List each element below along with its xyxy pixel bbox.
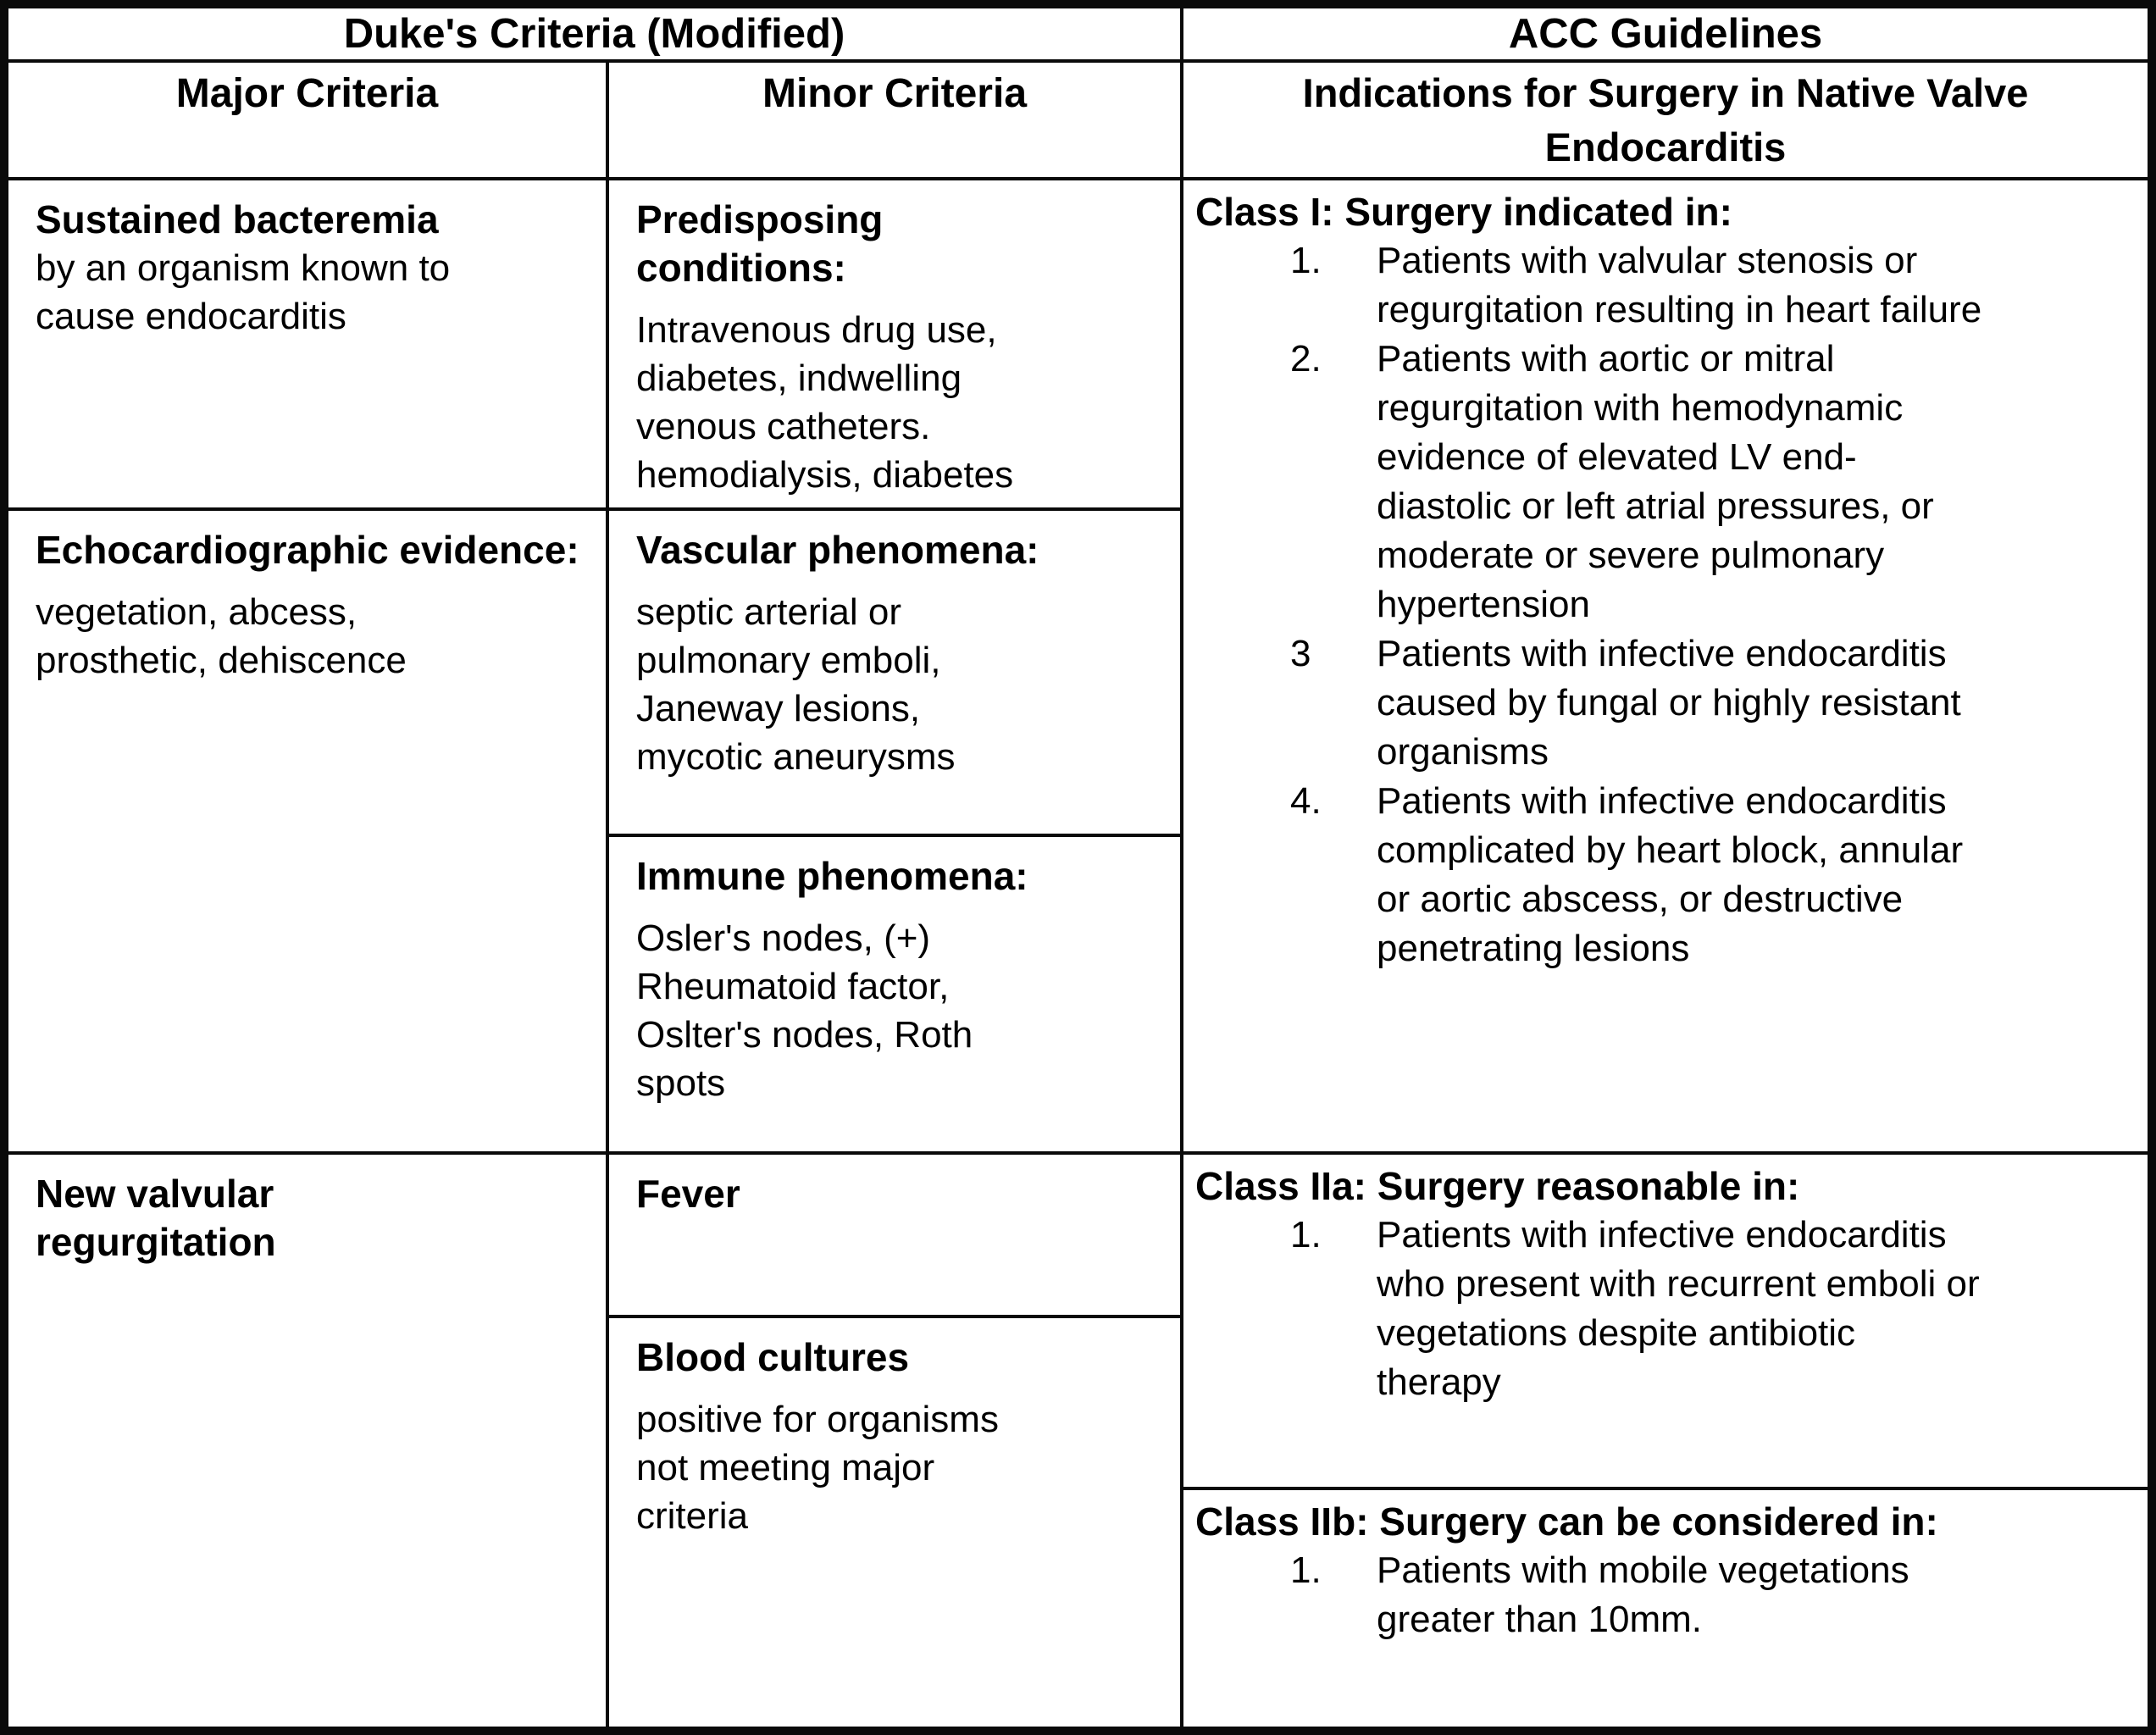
minor-criteria-label: Minor Criteria (762, 71, 1028, 116)
class-1-item-1-text: Patients with valvular stenosis or regurgitation resulting in heart failure (1377, 240, 1982, 330)
acc-subtitle-text: Indications for Surgery in Native Valve Endocarditis (1302, 70, 2029, 169)
cell-fever (607, 1153, 1182, 1316)
header-acc-title (1182, 7, 2149, 61)
cell-immune-phenomena (607, 835, 1182, 1153)
dukes-title-text: Duke's Criteria (Modified) (343, 11, 845, 57)
class-1-item-3-number: 3 (1290, 633, 1311, 674)
class-2b-item-1 (1195, 1546, 2132, 1644)
class-2b-item-1-number: 1. (1290, 1549, 1322, 1591)
class-2a-item-1 (1195, 1211, 2132, 1407)
class-2a-heading: Class IIa: Surgery reasonable in: (1195, 1164, 1800, 1208)
vascular-title: Vascular phenomena: (636, 528, 1039, 572)
acc-title-text: ACC Guidelines (1508, 11, 1823, 57)
class-1-item-2 (1195, 335, 2132, 629)
class-1-item-3-text: Patients with infective endocarditis caused by fungal or highly resistant organisms (1377, 633, 1961, 773)
cell-new-valvular-regurgitation (7, 1153, 607, 1728)
class-2a-item-1-number: 1. (1290, 1214, 1322, 1256)
class-1-item-4-number: 4. (1290, 780, 1322, 822)
class-1-item-3 (1195, 629, 2132, 777)
class-2a-item-1-text: Patients with infective endocarditis who present with recurrent emboli or vegetations despite antibiotic therapy (1377, 1214, 1980, 1403)
cell-class-1-indications (1182, 179, 2149, 1153)
predisposing-title: Predisposing conditions: (636, 197, 884, 290)
cell-class-2a-indications (1182, 1153, 2149, 1488)
sustained-bacteremia-title: Sustained bacteremia (36, 197, 439, 241)
column-header-minor-criteria (607, 61, 1182, 179)
cell-echocardiographic-evidence (7, 509, 607, 1153)
blood-cultures-body: positive for organisms not meeting major criteria (636, 1399, 999, 1537)
class-1-item-4-text: Patients with infective endocarditis complicated by heart block, annular or aortic abscess, or destructive penetrating lesions (1377, 780, 1964, 969)
blood-cultures-title: Blood cultures (636, 1335, 910, 1379)
echocardiographic-title: Echocardiographic evidence: (36, 528, 579, 572)
major-criteria-label: Major Criteria (175, 71, 439, 116)
new-valvular-title: New valvular regurgitation (36, 1172, 276, 1264)
class-1-item-1 (1195, 236, 2132, 335)
class-1-heading: Class I: Surgery indicated in: (1195, 190, 1732, 234)
immune-body: Osler's nodes, (+) Rheumatoid factor, Oslter's nodes, Roth spots (636, 917, 973, 1104)
class-1-item-4 (1195, 777, 2132, 973)
header-dukes-title (7, 7, 1182, 61)
immune-title: Immune phenomena: (636, 854, 1028, 898)
cell-blood-cultures (607, 1316, 1182, 1728)
class-1-item-2-text: Patients with aortic or mitral regurgitation with hemodynamic evidence of elevated LV end-diastolic or left atrial pressures, or moderate or severe pulmonary hypertension (1377, 338, 1934, 625)
class-2b-item-1-text: Patients with mobile vegetations greater than 10mm. (1377, 1549, 1909, 1640)
cell-sustained-bacteremia (7, 179, 607, 509)
class-1-item-1-number: 1. (1290, 240, 1322, 281)
class-2b-heading: Class IIb: Surgery can be considered in: (1195, 1499, 1938, 1544)
echocardiographic-body: vegetation, abcess, prosthetic, dehiscence (36, 591, 407, 681)
predisposing-body: Intravenous drug use, diabetes, indwelling venous catheters. hemodialysis, diabetes (636, 309, 1014, 496)
cell-predisposing-conditions (607, 179, 1182, 509)
cell-vascular-phenomena (607, 509, 1182, 835)
fever-title: Fever (636, 1172, 740, 1216)
class-1-item-2-number: 2. (1290, 338, 1322, 380)
column-header-major-criteria (7, 61, 607, 179)
sustained-bacteremia-body: by an organism known to cause endocarditis (36, 247, 451, 337)
cell-class-2b-indications (1182, 1488, 2149, 1728)
vascular-body: septic arterial or pulmonary emboli, Janeway lesions, mycotic aneurysms (636, 591, 956, 778)
column-header-acc-indications (1182, 61, 2149, 179)
